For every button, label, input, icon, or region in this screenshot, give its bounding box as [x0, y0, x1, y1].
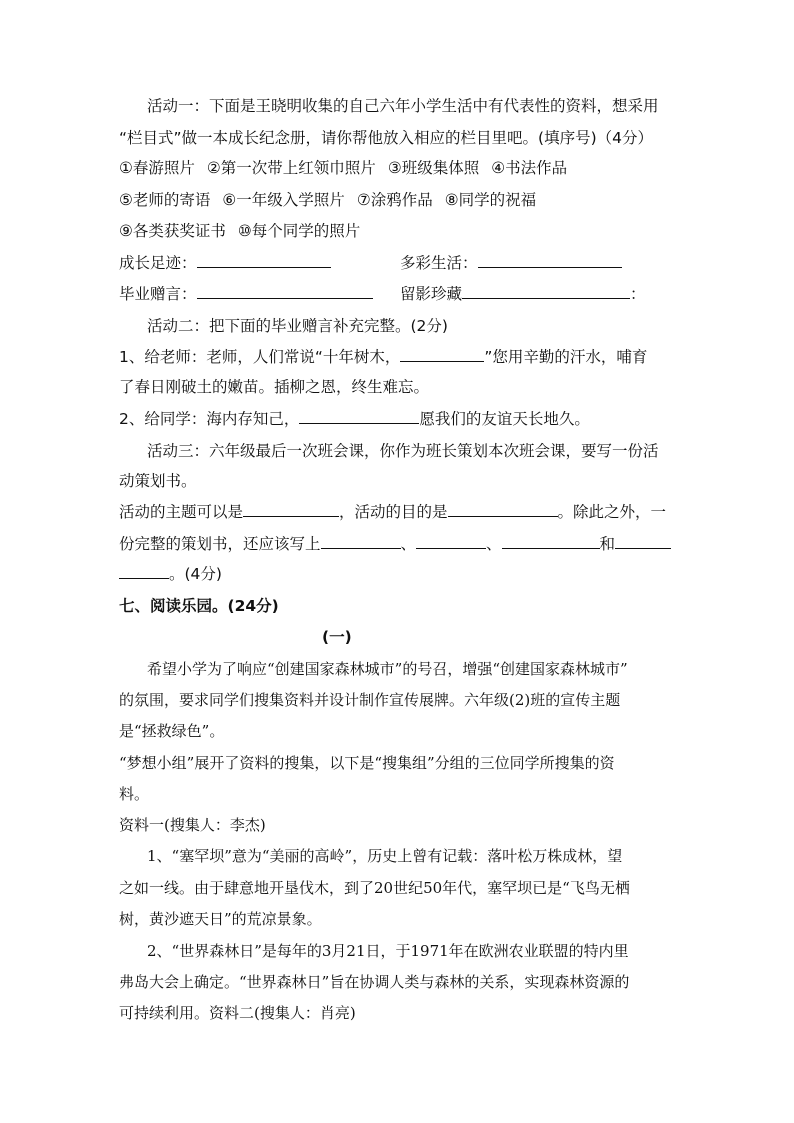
material1-line2: 之如一线。由于肆意地开垦伐木，到了20世纪50年代，塞罕坝已是“飞鸟无栖 [119, 879, 630, 897]
passage-p1: 希望小学为了响应“创建国家森林城市”的号召，增强“创建国家森林城市” [147, 660, 628, 678]
blank-plan-2[interactable] [416, 534, 486, 549]
material1-line3: 树，黄沙遮天日”的荒凉景象。 [119, 910, 322, 928]
label-life: 多彩生活： [400, 254, 478, 272]
colon: ： [630, 285, 646, 303]
and-text: 和 [599, 535, 616, 553]
activity2-teacher-line2: 了春日刚破土的嫩苗。插柳之恩，终生难忘。 [119, 378, 430, 396]
activity3-line2: 动策划书。 [119, 472, 197, 490]
activity3-line3 [119, 502, 666, 522]
item-red-scarf: ②第一次带上红领巾照片 [206, 159, 376, 177]
material2-line2: 弗岛大会上确定。“世界森林日”旨在协调人类与森林的关系，实现森林资源的 [119, 973, 630, 991]
column-collect [400, 284, 646, 304]
blank-life[interactable] [478, 253, 622, 268]
item-row-3 [119, 221, 360, 241]
activity3-line5 [119, 564, 222, 584]
item-grade1-photo: ⑥一年级入学照片 [222, 191, 345, 209]
material2-line3: 可持续利用。资料二(搜集人：肖亮) [119, 1004, 356, 1022]
passage-p4: “梦想小组”展开了资料的搜集，以下是“搜集组”分组的三位同学所搜集的资 [119, 754, 615, 772]
blank-teacher[interactable] [400, 347, 484, 362]
classmate-text-a: 2、给同学：海内存知己， [119, 410, 300, 428]
blank-plan-1[interactable] [321, 534, 401, 549]
item-doodle: ⑦涂鸦作品 [356, 191, 433, 209]
theme-label: 活动的主题可以是 [119, 503, 244, 521]
passage-p3: 是“拯救绿色”。 [119, 722, 225, 740]
blank-theme[interactable] [243, 502, 339, 517]
blank-plan-4-cont[interactable] [119, 564, 169, 579]
activity3-line4 [119, 534, 671, 554]
blank-plan-4[interactable] [615, 534, 671, 549]
activity2-classmate-line [119, 409, 590, 429]
blank-collect[interactable] [462, 284, 630, 299]
item-calligraphy: ④书法作品 [491, 159, 568, 177]
blank-classmate[interactable] [299, 409, 419, 424]
label-words: 毕业赠言： [119, 285, 197, 303]
activity2-teacher-line [119, 347, 647, 367]
passage-p5: 料。 [119, 785, 150, 803]
material1-heading: 资料一(搜集人：李杰) [119, 816, 266, 834]
section7-subheading: (一) [322, 628, 352, 646]
label-growth: 成长足迹： [119, 254, 197, 272]
item-classmate-wishes: ⑧同学的祝福 [444, 191, 537, 209]
activity1-line1: 活动一：下面是王晓明收集的自己六年小学生活中有代表性的资料，想采用 [147, 97, 659, 115]
blank-purpose[interactable] [448, 502, 558, 517]
item-certificates: ⑨各类获奖证书 [119, 222, 226, 240]
blank-plan-3[interactable] [502, 534, 600, 549]
activity3-line1: 活动三：六年级最后一次班会课，你作为班长策划本次班会课，要写一份活 [147, 442, 659, 460]
label-collect: 留影珍藏 [400, 285, 463, 303]
material2-line1: 2、“世界森林日”是每年的3月21日，于1971年在欧洲农业联盟的特内里 [147, 942, 629, 960]
item-row-2 [119, 190, 536, 210]
teacher-text-a: 1、给老师：老师，人们常说“十年树木， [119, 348, 401, 366]
item-spring-trip: ①春游照片 [119, 159, 195, 177]
passage-p2: 的氛围，要求同学们搜集资料并设计制作宣传展牌。六年级(2)班的宣传主题 [119, 691, 621, 709]
column-growth [119, 253, 331, 273]
purpose-label: ，活动的目的是 [339, 503, 448, 521]
activity2-title: 活动二：把下面的毕业赠言补充完整。(2分) [147, 317, 448, 335]
classmate-text-b: 愿我们的友谊天长地久。 [419, 410, 590, 428]
item-row-1 [119, 158, 567, 178]
blank-growth[interactable] [197, 253, 331, 268]
plan-text: 份完整的策划书，还应该写上 [119, 535, 321, 553]
separator: 、 [486, 535, 502, 553]
column-life [400, 253, 622, 273]
item-class-photo: ③班级集体照 [387, 159, 480, 177]
material1-line1: 1、“塞罕坝”意为“美丽的高岭”，历史上曾有记载：落叶松万株成林，望 [147, 847, 623, 865]
teacher-text-b: ”您用辛勤的汗水，哺育 [484, 348, 648, 366]
column-words [119, 284, 373, 304]
section7-heading: 七、阅读乐园。(24分) [119, 597, 279, 615]
besides-text: 。除此之外，一 [557, 503, 667, 521]
item-teacher-message: ⑤老师的寄语 [119, 191, 211, 209]
separator: 、 [400, 535, 417, 553]
activity1-line2: “栏目式”做一本成长纪念册，请你帮他放入相应的栏目里吧。(填序号)（4分） [119, 129, 654, 147]
blank-words[interactable] [197, 284, 373, 299]
score-text: 。(4分) [169, 565, 222, 583]
item-classmates-photos: ⑩每个同学的照片 [237, 222, 361, 240]
